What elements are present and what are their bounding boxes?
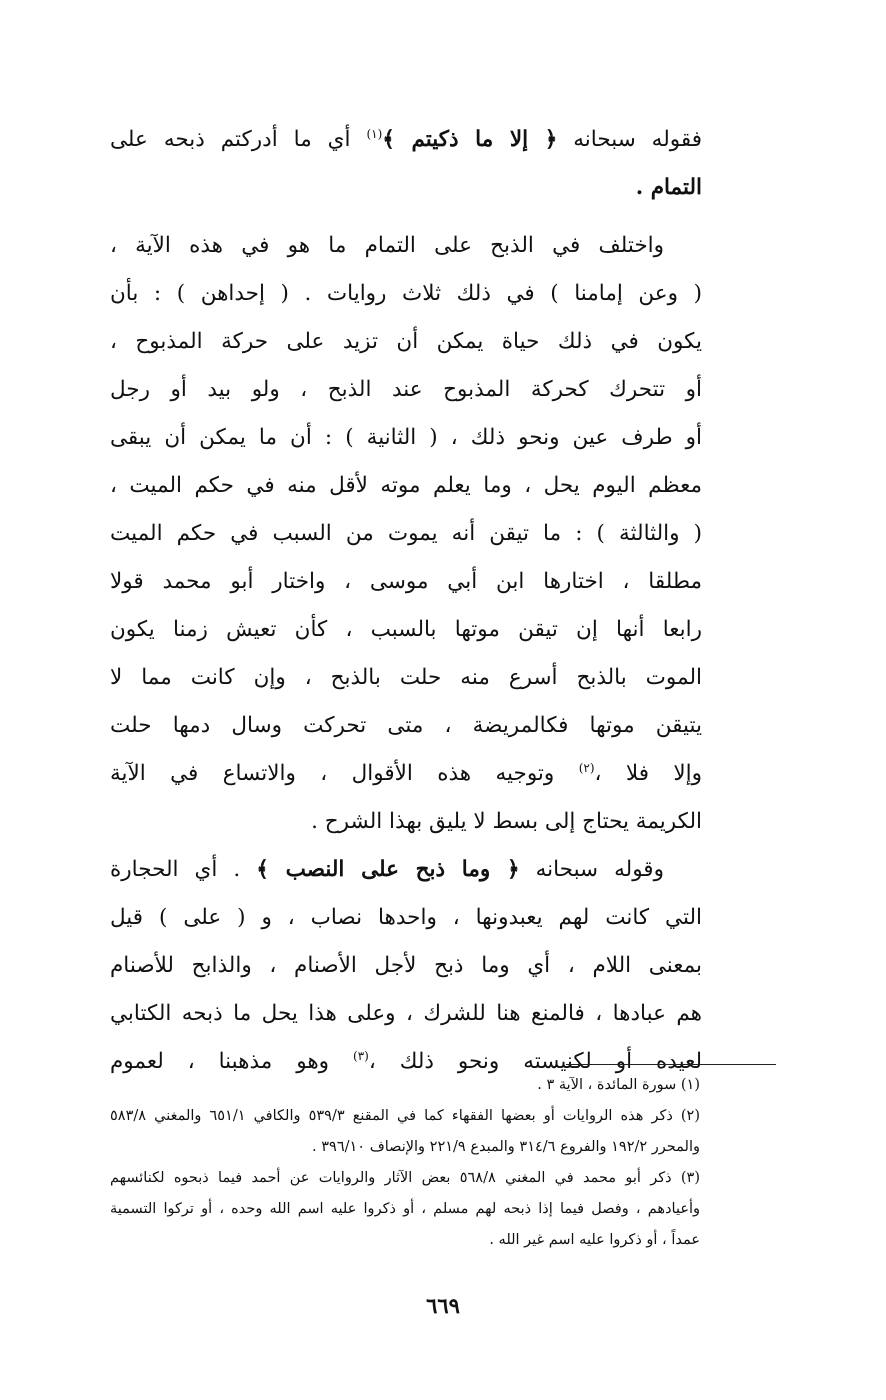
quran-quote: ﴿ وما ذبح على النصب ﴾	[256, 857, 520, 882]
text-line: التي كانت لهم يعبدونها ، واحدها نصاب ، و ( على ) قيل	[110, 905, 702, 930]
text-segment: وإلا فلا ،	[594, 761, 702, 786]
text-segment: وهو مذهبنا ، لعموم	[110, 1049, 330, 1074]
text-line: بمعنى اللام ، أي وما ذبح لأجل الأصنام ، والذابح للأصنام	[110, 953, 702, 978]
text-segment: فقوله سبحانه	[573, 127, 702, 152]
text-segment: أي ما أدركتم ذبحه على	[110, 127, 351, 152]
text-line: ( والثالثة ) : ما تيقن أنه يموت من السبب في حكم الميت	[110, 521, 702, 546]
main-text	[110, 116, 702, 1086]
footnote-line: (١) سورة المائدة ، الآية ٣ .	[537, 1077, 700, 1093]
footnote-line: وأعيادهم ، وفصل فيما إذا ذبحه لهم مسلم ، أو ذكروا عليه اسم الله وحده ، أو تركوا التسمية	[110, 1201, 700, 1217]
text-line: أو تتحرك كحركة المذبوح عند الذبح ، ولو بيد أو رجل	[110, 377, 702, 402]
footnote-marker: (٢)	[578, 760, 595, 775]
text-line: يتيقن موتها فكالمريضة ، متى تحركت وسال دمها حلت	[110, 713, 702, 738]
text-line: يكون في ذلك حياة يمكن أن تزيد على حركة المذبوح ،	[110, 329, 702, 354]
text-line: هم عبادها ، فالمنع هنا للشرك ، وعلى هذا يحل ما ذبحه الكتابي	[110, 1001, 702, 1026]
text-line: ( وعن إمامنا ) في ذلك ثلاث روايات . ( إحداهن ) : بأن	[110, 281, 702, 306]
text-segment: . أي الحجارة	[110, 857, 241, 882]
text-segment: التمام .	[635, 175, 702, 200]
footnote-line: عمداً ، أو ذكروا عليه اسم غير الله .	[489, 1232, 700, 1248]
footnote-separator	[566, 1064, 776, 1065]
text-line	[110, 846, 702, 894]
footnote-marker: (١)	[366, 126, 383, 141]
footnote-line: (٣) ذكر أبو محمد في المغني ٥٦٨/٨ بعض الآثار والروايات عن أحمد فيما ذبحوه لكنائسهم	[110, 1170, 700, 1186]
text-segment: وتوجيه هذه الأقوال ، والاتساع في الآية	[110, 761, 555, 786]
text-segment: وقوله سبحانه	[535, 857, 664, 882]
text-line	[110, 164, 702, 212]
text-line: معظم اليوم يحل ، وما يعلم موته لأقل منه في حكم الميت ،	[110, 473, 702, 498]
text-line	[110, 116, 702, 164]
text-line: الكريمة يحتاج إلى بسط لا يليق بهذا الشرح .	[311, 809, 702, 834]
text-line	[110, 750, 702, 798]
text-line: واختلف في الذبح على التمام ما هو في هذه الآية ،	[110, 233, 664, 258]
footnote-line: (٢) ذكر هذه الروايات أو بعضها الفقهاء كما في المقنع ٥٣٩/٣ والكافي ٦٥١/١ والمغني ٥٨٣/٨	[110, 1108, 700, 1124]
quran-quote: ﴿ إلا ما ذكيتم ﴾	[382, 127, 558, 152]
footnote-marker: (٣)	[353, 1048, 369, 1063]
text-line: الموت بالذبح أسرع منه حلت بالذبح ، وإن كانت مما لا	[110, 665, 702, 690]
footnote-line: والمحرر ١٩٢/٢ والفروع ٣١٤/٦ والمبدع ٢٢١/٩ والإنصاف ٣٩٦/١٠ .	[312, 1139, 700, 1155]
text-line: أو طرف عين ونحو ذلك ، ( الثانية ) : أن ما يمكن أن يبقى	[110, 425, 702, 450]
text-line: مطلقا ، اختارها ابن أبي موسى ، واختار أبو محمد قولا	[110, 569, 702, 594]
text-segment: لعيده أو لكنيسته ونحو ذلك ،	[368, 1049, 702, 1074]
footnotes	[110, 1070, 700, 1256]
page-number: ٦٦٩	[426, 1293, 460, 1318]
text-line: رابعا أنها إن تيقن موتها بالسبب ، كأن تعيش زمنا يكون	[110, 617, 702, 642]
